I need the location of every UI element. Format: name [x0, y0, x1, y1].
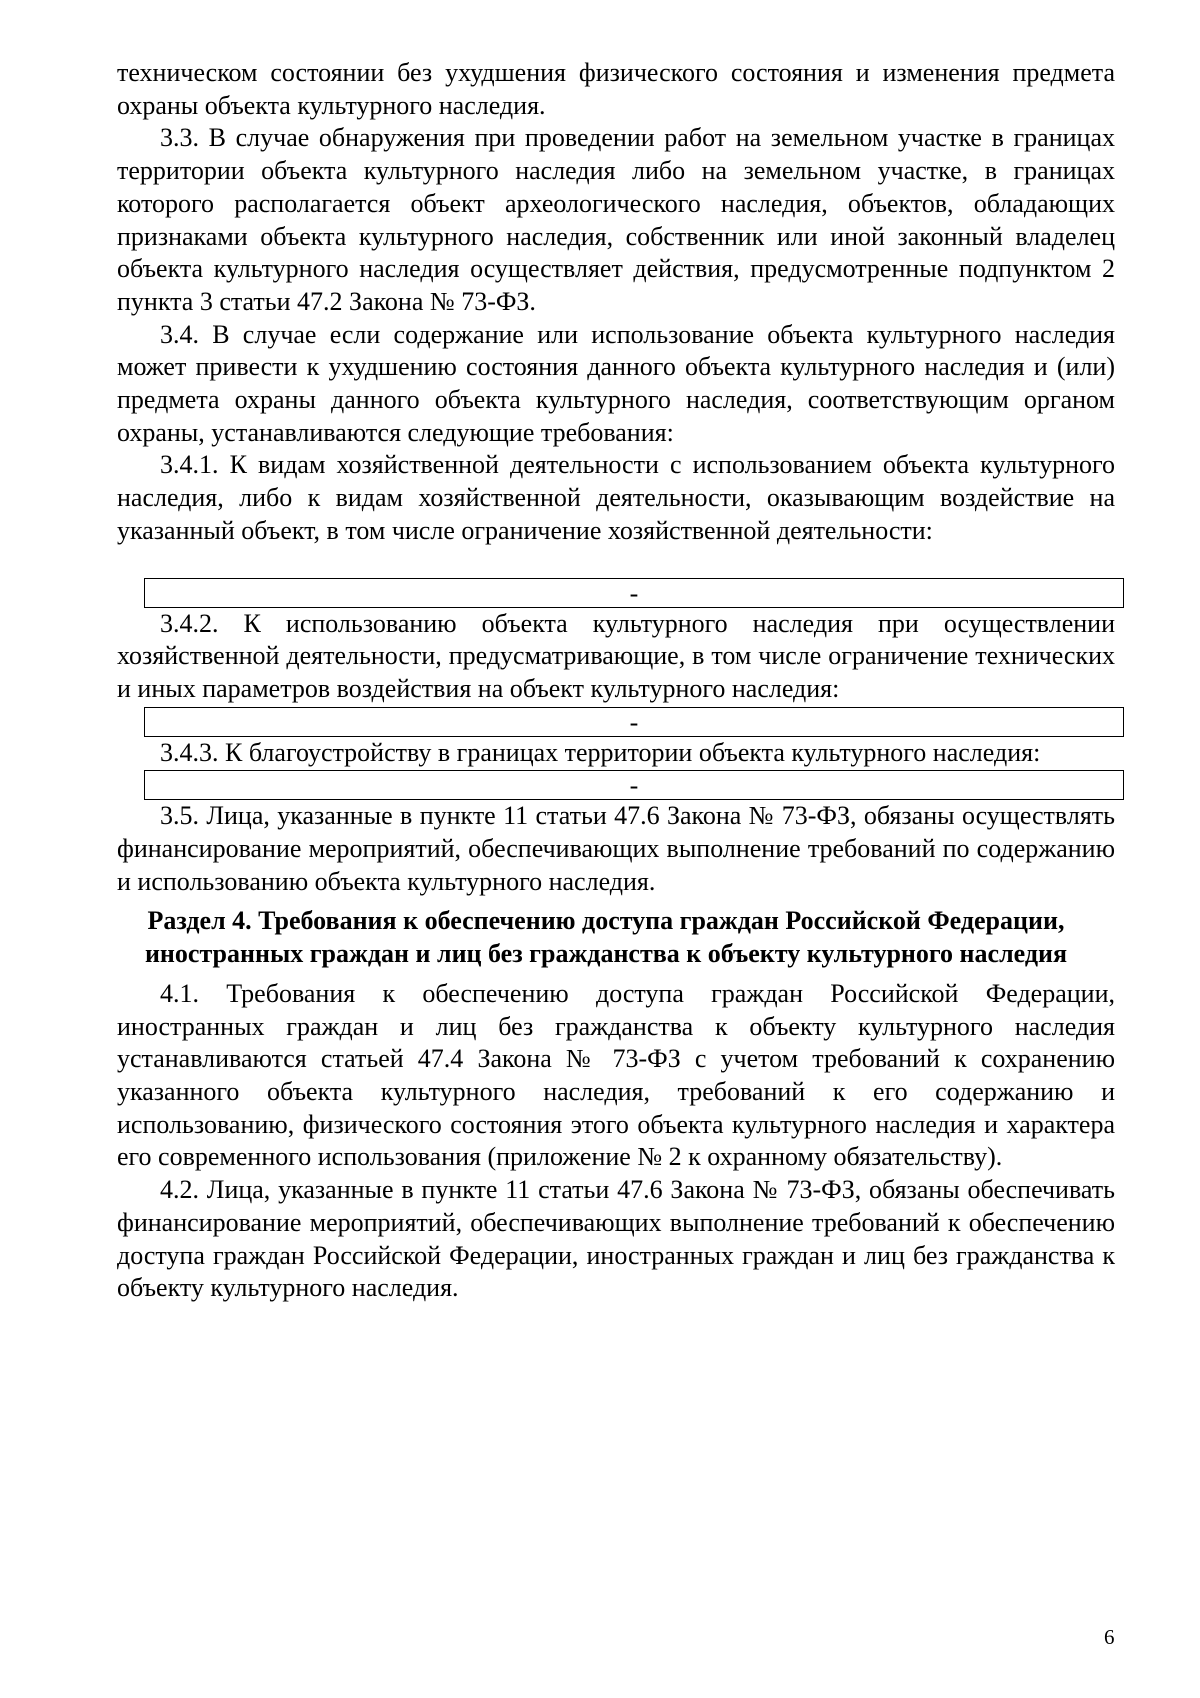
- paragraph-4-2: 4.2. Лица, указанные в пункте 11 статьи 47.6 Закона № 73-ФЗ, обязаны обеспечивать финансирование мероприятий, обеспечивающих выполнение требований к обеспечению доступа граждан Российской Федерации, иностранных граждан и лиц без гражданства к объекту культурного наследия.: [117, 1175, 1115, 1303]
- page-number: 6: [1104, 1625, 1115, 1649]
- paragraph-3-4: 3.4. В случае если содержание или использование объекта культурного наследия может привести к ухудшению состояния данного объекта культурного наследия и (или) предмета охраны данного объекта культурного наследия, соответствующим органом охраны, устанавливаются следующие требования:: [117, 319, 1115, 447]
- table-cell-3-4-3: -: [144, 770, 1124, 800]
- paragraph-3-4-1: 3.4.1. К видам хозяйственной деятельности с использованием объекта культурного наследия, либо к видам хозяйственной деятельности, оказывающим воздействие на указанный объект, в том числе ограничение хозяйственной деятельности:: [117, 450, 1115, 545]
- paragraph-intro-continuation: техническом состоянии без ухудшения физического состояния и изменения предмета охраны объекта культурного наследия.: [117, 58, 1115, 120]
- paragraph-4-1: 4.1. Требования к обеспечению доступа граждан Российской Федерации, иностранных граждан и лиц без гражданства к объекту культурного наследия устанавливаются статьей 47.4 Закона № 73-ФЗ с учетом требований к сохранению указанного объекта культурного наследия, требований к его содержанию и использованию, физического состояния этого объекта культурного наследия и характера его современного использования (приложение № 2 к охранному обязательству).: [117, 978, 1115, 1172]
- document-page: [117, 57, 1115, 1305]
- table-cell-3-4-2: -: [144, 707, 1124, 737]
- paragraph-3-4-2: 3.4.2. К использованию объекта культурного наследия при осуществлении хозяйственной деятельности, предусматривающие, в том числе ограничение технических и иных параметров воздействия на объект культурного наследия:: [117, 608, 1115, 703]
- paragraph-3-4-3: 3.4.3. К благоустройству в границах территории объекта культурного наследия:: [160, 737, 1041, 767]
- paragraph-3-3: 3.3. В случае обнаружения при проведении работ на земельном участке в границах территории объекта культурного наследия либо на земельном участке, в границах которого располагается объект археологического наследия, объектов, обладающих признаками объекта культурного наследия, собственник или иной законный владелец объекта культурного наследия осуществляет действия, предусмотренные подпунктом 2 пункта 3 статьи 47.2 Закона № 73-ФЗ.: [117, 123, 1115, 316]
- section-4-heading: Раздел 4. Требования к обеспечению доступа граждан Российской Федерации, иностранных граждан и лиц без гражданства к объекту культурного наследия: [144, 906, 1068, 969]
- table-cell-3-4-1: -: [144, 578, 1124, 608]
- paragraph-3-5: 3.5. Лица, указанные в пункте 11 статьи 47.6 Закона № 73-ФЗ, обязаны осуществлять финансирование мероприятий, обеспечивающих выполнение требований по содержанию и использованию объекта культурного наследия.: [117, 801, 1115, 896]
